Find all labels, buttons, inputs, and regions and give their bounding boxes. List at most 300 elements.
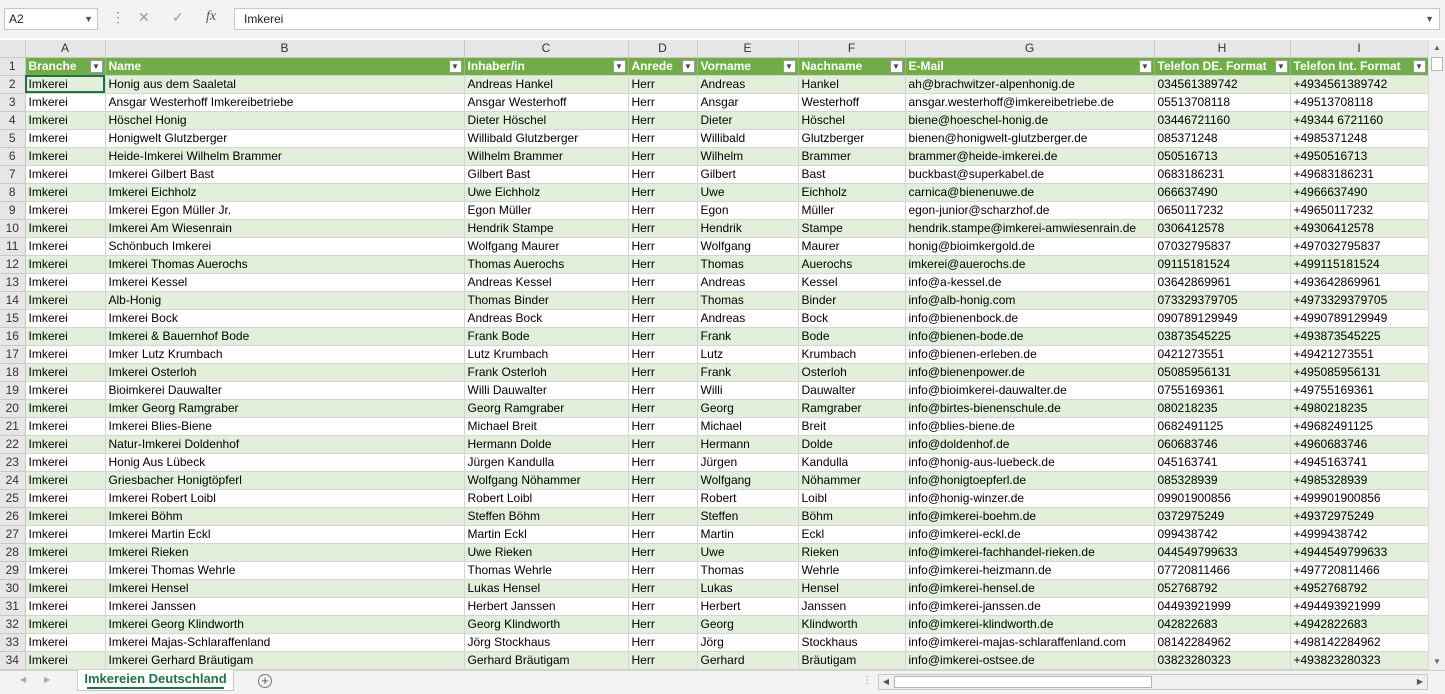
cell[interactable]: 045163741 [1154, 453, 1290, 471]
cell[interactable]: +4944549799633 [1290, 543, 1428, 561]
cell[interactable]: Wolfgang [697, 471, 798, 489]
cell[interactable]: Hankel [798, 75, 905, 93]
cell[interactable]: Imkerei [25, 453, 105, 471]
cell[interactable]: info@birtes-bienenschule.de [905, 399, 1154, 417]
cell[interactable]: Herr [628, 507, 697, 525]
cell[interactable]: Andreas [697, 75, 798, 93]
filter-dropdown-icon[interactable]: ▼ [449, 60, 462, 73]
cell[interactable]: 0755169361 [1154, 381, 1290, 399]
cell[interactable]: info@imkerei-klindworth.de [905, 615, 1154, 633]
cell[interactable]: Imkerei [25, 201, 105, 219]
cell[interactable]: Imkerei [25, 525, 105, 543]
filter-dropdown-icon[interactable]: ▼ [90, 60, 103, 73]
row-number[interactable]: 2 [0, 75, 25, 93]
cell[interactable]: Bock [798, 309, 905, 327]
cell[interactable]: 07720811466 [1154, 561, 1290, 579]
header-cell[interactable] [1154, 57, 1290, 75]
cell[interactable]: info@a-kessel.de [905, 273, 1154, 291]
cell[interactable]: +49306412578 [1290, 219, 1428, 237]
cell[interactable]: +4942822683 [1290, 615, 1428, 633]
insert-function-icon[interactable]: fx [206, 9, 217, 24]
cell[interactable]: 099438742 [1154, 525, 1290, 543]
cell[interactable]: Herr [628, 651, 697, 669]
column-header-c[interactable]: C [464, 40, 628, 57]
column-header-i[interactable]: I [1290, 40, 1428, 57]
cell[interactable]: Imkerei [25, 399, 105, 417]
column-header-a[interactable]: A [25, 40, 105, 57]
cell[interactable]: Martin [697, 525, 798, 543]
cell[interactable]: Andreas Kessel [464, 273, 628, 291]
cell[interactable]: Imkerei Hensel [105, 579, 464, 597]
cell[interactable]: +4985371248 [1290, 129, 1428, 147]
cell[interactable]: +4950516713 [1290, 147, 1428, 165]
cell[interactable]: Willi Dauwalter [464, 381, 628, 399]
header-cell[interactable] [464, 57, 628, 75]
cell[interactable]: brammer@heide-imkerei.de [905, 147, 1154, 165]
scroll-up-icon[interactable]: ▲ [1433, 43, 1441, 52]
cell[interactable]: Jörg [697, 633, 798, 651]
cell[interactable]: Dieter Höschel [464, 111, 628, 129]
cell[interactable]: +498142284962 [1290, 633, 1428, 651]
cell[interactable]: Hendrik [697, 219, 798, 237]
cell[interactable]: Maurer [798, 237, 905, 255]
filter-dropdown-icon[interactable]: ▼ [783, 60, 796, 73]
cell[interactable]: Herr [628, 309, 697, 327]
cell[interactable]: Imkerei [25, 381, 105, 399]
cell[interactable]: Herr [628, 435, 697, 453]
cell[interactable]: +4990789129949 [1290, 309, 1428, 327]
cell[interactable]: +493823280323 [1290, 651, 1428, 669]
cell[interactable]: Kandulla [798, 453, 905, 471]
cell[interactable]: info@doldenhof.de [905, 435, 1154, 453]
cell[interactable]: +4973329379705 [1290, 291, 1428, 309]
cell[interactable]: Heide-Imkerei Wilhelm Brammer [105, 147, 464, 165]
cell[interactable]: Höschel Honig [105, 111, 464, 129]
prev-sheet-icon[interactable]: ◀ [20, 675, 27, 684]
cell[interactable]: Herr [628, 255, 697, 273]
cell[interactable]: +4960683746 [1290, 435, 1428, 453]
cell[interactable]: Herr [628, 291, 697, 309]
cell[interactable]: Herr [628, 381, 697, 399]
cell[interactable]: Willibald Glutzberger [464, 129, 628, 147]
cell[interactable]: Robert Loibl [464, 489, 628, 507]
cell[interactable]: Ansgar Westerhoff [464, 93, 628, 111]
sheet-tab-imkereien-deutschland[interactable] [77, 670, 234, 691]
cell[interactable]: Imkerei [25, 291, 105, 309]
cell[interactable]: 034561389742 [1154, 75, 1290, 93]
cell[interactable]: Imkerei [25, 345, 105, 363]
row-number[interactable]: 18 [0, 363, 25, 381]
cell[interactable]: 050516713 [1154, 147, 1290, 165]
cell[interactable]: Herr [628, 525, 697, 543]
cell[interactable]: info@imkerei-eckl.de [905, 525, 1154, 543]
cell[interactable]: Michael Breit [464, 417, 628, 435]
cell[interactable]: 07032795837 [1154, 237, 1290, 255]
cell[interactable]: Bast [798, 165, 905, 183]
cell[interactable]: Klindworth [798, 615, 905, 633]
cell[interactable]: Jürgen [697, 453, 798, 471]
cell[interactable]: 03823280323 [1154, 651, 1290, 669]
cell[interactable]: Egon Müller [464, 201, 628, 219]
cell[interactable]: Breit [798, 417, 905, 435]
cell[interactable]: Imker Lutz Krumbach [105, 345, 464, 363]
vertical-scrollbar[interactable] [1428, 40, 1445, 670]
cell[interactable]: 044549799633 [1154, 543, 1290, 561]
row-number[interactable]: 5 [0, 129, 25, 147]
cell[interactable]: Herr [628, 579, 697, 597]
cell[interactable]: Imkerei [25, 543, 105, 561]
cell[interactable]: +49683186231 [1290, 165, 1428, 183]
cell[interactable]: Herr [628, 633, 697, 651]
cell[interactable]: Andreas [697, 273, 798, 291]
cell[interactable]: Wehrle [798, 561, 905, 579]
cell[interactable]: 0650117232 [1154, 201, 1290, 219]
cell[interactable]: 073329379705 [1154, 291, 1290, 309]
row-number[interactable]: 30 [0, 579, 25, 597]
scroll-left-icon[interactable]: ◀ [882, 677, 890, 686]
cell[interactable]: Lukas Hensel [464, 579, 628, 597]
cell[interactable]: +49650117232 [1290, 201, 1428, 219]
cell[interactable]: Herr [628, 237, 697, 255]
row-number[interactable]: 28 [0, 543, 25, 561]
formula-input[interactable] [234, 8, 1440, 30]
cell[interactable]: Andreas [697, 309, 798, 327]
cell[interactable]: info@alb-honig.com [905, 291, 1154, 309]
cell[interactable]: Herr [628, 597, 697, 615]
cell[interactable]: Georg Ramgraber [464, 399, 628, 417]
cell[interactable]: Imkerei [25, 255, 105, 273]
cell[interactable]: 066637490 [1154, 183, 1290, 201]
cell[interactable]: Westerhoff [798, 93, 905, 111]
cell[interactable]: info@bienenbock.de [905, 309, 1154, 327]
cell[interactable]: +4966637490 [1290, 183, 1428, 201]
cell[interactable]: Herr [628, 219, 697, 237]
cell[interactable]: Müller [798, 201, 905, 219]
cell[interactable]: Auerochs [798, 255, 905, 273]
cell[interactable]: 09901900856 [1154, 489, 1290, 507]
filter-dropdown-icon[interactable]: ▼ [1275, 60, 1288, 73]
cell[interactable]: Hermann [697, 435, 798, 453]
enter-icon[interactable]: ✓ [172, 9, 184, 25]
cell[interactable]: 052768792 [1154, 579, 1290, 597]
filter-dropdown-icon[interactable]: ▼ [1413, 60, 1426, 73]
cell[interactable]: Herr [628, 345, 697, 363]
cell[interactable]: Imkerei [25, 489, 105, 507]
select-all-corner[interactable] [0, 40, 25, 57]
cell[interactable]: Gerhard [697, 651, 798, 669]
cell[interactable]: Frank Osterloh [464, 363, 628, 381]
filter-dropdown-icon[interactable]: ▼ [890, 60, 903, 73]
cell[interactable]: Imkerei Böhm [105, 507, 464, 525]
row-number[interactable]: 3 [0, 93, 25, 111]
header-cell[interactable] [25, 57, 105, 75]
horizontal-scroll-thumb[interactable] [894, 676, 1152, 688]
cell[interactable]: +493642869961 [1290, 273, 1428, 291]
cell[interactable]: Imkerei [25, 183, 105, 201]
cell[interactable]: info@imkerei-majas-schlaraffenland.com [905, 633, 1154, 651]
scroll-down-icon[interactable]: ▼ [1433, 657, 1441, 666]
cell[interactable]: Imkerei [25, 147, 105, 165]
cell[interactable]: Imkerei [25, 633, 105, 651]
cell[interactable]: Georg Klindworth [464, 615, 628, 633]
cell[interactable]: Herr [628, 129, 697, 147]
cell[interactable]: +49372975249 [1290, 507, 1428, 525]
tab-split-handle-icon[interactable]: ⋮ [862, 675, 873, 686]
cell[interactable]: Hendrik Stampe [464, 219, 628, 237]
cell[interactable]: Imkerei [25, 579, 105, 597]
cell[interactable]: Uwe [697, 543, 798, 561]
column-header-b[interactable]: B [105, 40, 464, 57]
cell[interactable]: Imkerei Robert Loibl [105, 489, 464, 507]
header-cell[interactable] [697, 57, 798, 75]
cell[interactable]: Imkerei [25, 219, 105, 237]
cell[interactable]: Dauwalter [798, 381, 905, 399]
cell[interactable]: Brammer [798, 147, 905, 165]
cell[interactable]: Griesbacher Honigtöpferl [105, 471, 464, 489]
row-number[interactable]: 4 [0, 111, 25, 129]
cell[interactable]: Imkerei [25, 75, 105, 93]
cell[interactable]: Herr [628, 543, 697, 561]
cell[interactable]: Imkerei [25, 93, 105, 111]
cell[interactable]: Gilbert Bast [464, 165, 628, 183]
row-number[interactable]: 23 [0, 453, 25, 471]
cell[interactable]: Imkerei [25, 471, 105, 489]
cell[interactable]: Imkerei [25, 165, 105, 183]
drag-handle-icon[interactable]: ⋮ [111, 9, 124, 25]
row-number[interactable]: 10 [0, 219, 25, 237]
cell[interactable]: Martin Eckl [464, 525, 628, 543]
cell[interactable]: Binder [798, 291, 905, 309]
cell[interactable]: Uwe Eichholz [464, 183, 628, 201]
cell[interactable]: 04493921999 [1154, 597, 1290, 615]
cell[interactable]: Frank Bode [464, 327, 628, 345]
cell[interactable]: +49682491125 [1290, 417, 1428, 435]
cell[interactable]: info@imkerei-janssen.de [905, 597, 1154, 615]
cell[interactable]: Imkerei [25, 507, 105, 525]
row-number[interactable]: 19 [0, 381, 25, 399]
cell[interactable]: Imkerei Martin Eckl [105, 525, 464, 543]
cell[interactable]: Herbert Janssen [464, 597, 628, 615]
cell[interactable]: Uwe Rieken [464, 543, 628, 561]
cell[interactable]: Dolde [798, 435, 905, 453]
cell[interactable]: Wilhelm [697, 147, 798, 165]
cell[interactable]: imkerei@auerochs.de [905, 255, 1154, 273]
cell[interactable]: +49755169361 [1290, 381, 1428, 399]
cell[interactable]: 05085956131 [1154, 363, 1290, 381]
cell[interactable]: 0683186231 [1154, 165, 1290, 183]
cell[interactable]: +49344 6721160 [1290, 111, 1428, 129]
next-sheet-icon[interactable]: ▶ [44, 675, 51, 684]
cell[interactable]: Wilhelm Brammer [464, 147, 628, 165]
column-header-f[interactable]: F [798, 40, 905, 57]
cell[interactable]: Herr [628, 93, 697, 111]
cell[interactable]: Michael [697, 417, 798, 435]
row-number[interactable]: 12 [0, 255, 25, 273]
cell[interactable]: 03642869961 [1154, 273, 1290, 291]
cell[interactable]: Ansgar Westerhoff Imkereibetriebe [105, 93, 464, 111]
cell[interactable]: info@imkerei-hensel.de [905, 579, 1154, 597]
cell[interactable]: 080218235 [1154, 399, 1290, 417]
cell[interactable]: buckbast@superkabel.de [905, 165, 1154, 183]
cell[interactable]: +497032795837 [1290, 237, 1428, 255]
cell[interactable]: Imkerei Osterloh [105, 363, 464, 381]
cell[interactable]: 042822683 [1154, 615, 1290, 633]
cell[interactable]: Wolfgang Nöhammer [464, 471, 628, 489]
cell[interactable]: Ramgraber [798, 399, 905, 417]
cell[interactable]: Herr [628, 489, 697, 507]
cell[interactable]: Steffen Böhm [464, 507, 628, 525]
row-number[interactable]: 11 [0, 237, 25, 255]
cell[interactable]: Ansgar [697, 93, 798, 111]
cell[interactable]: info@honig-winzer.de [905, 489, 1154, 507]
row-number[interactable]: 33 [0, 633, 25, 651]
row-number[interactable]: 31 [0, 597, 25, 615]
cell[interactable]: +49513708118 [1290, 93, 1428, 111]
cell[interactable]: egon-junior@scharzhof.de [905, 201, 1154, 219]
row-number[interactable]: 15 [0, 309, 25, 327]
cell[interactable]: Stockhaus [798, 633, 905, 651]
header-cell[interactable] [105, 57, 464, 75]
cell[interactable]: Böhm [798, 507, 905, 525]
cell[interactable]: Imkerei Gerhard Bräutigam [105, 651, 464, 669]
row-number[interactable]: 20 [0, 399, 25, 417]
chevron-down-icon[interactable]: ▼ [84, 14, 93, 24]
row-number[interactable]: 9 [0, 201, 25, 219]
cell[interactable]: Dieter [697, 111, 798, 129]
column-header-d[interactable]: D [628, 40, 697, 57]
cell[interactable]: 0306412578 [1154, 219, 1290, 237]
cell[interactable]: Imkerei [25, 615, 105, 633]
row-number[interactable]: 25 [0, 489, 25, 507]
filter-dropdown-icon[interactable]: ▼ [613, 60, 626, 73]
cell[interactable]: +4945163741 [1290, 453, 1428, 471]
cell[interactable]: biene@hoeschel-honig.de [905, 111, 1154, 129]
cell[interactable]: Imkerei [25, 363, 105, 381]
cell[interactable]: +4934561389742 [1290, 75, 1428, 93]
cell[interactable]: +49421273551 [1290, 345, 1428, 363]
cell[interactable]: 0372975249 [1154, 507, 1290, 525]
row-number[interactable]: 13 [0, 273, 25, 291]
cell[interactable]: info@imkerei-boehm.de [905, 507, 1154, 525]
column-header-h[interactable]: H [1154, 40, 1290, 57]
row-number[interactable]: 34 [0, 651, 25, 669]
cell[interactable]: Herbert [697, 597, 798, 615]
cell[interactable]: Imkerei Eichholz [105, 183, 464, 201]
cell[interactable]: Andreas Hankel [464, 75, 628, 93]
cell[interactable]: Imkerei Thomas Wehrle [105, 561, 464, 579]
scroll-right-icon[interactable]: ▶ [1416, 677, 1424, 686]
cell[interactable]: Eckl [798, 525, 905, 543]
cell[interactable]: Natur-Imkerei Doldenhof [105, 435, 464, 453]
cell[interactable]: Loibl [798, 489, 905, 507]
cell[interactable]: Thomas Wehrle [464, 561, 628, 579]
cell[interactable]: 0421273551 [1154, 345, 1290, 363]
cell[interactable]: Georg [697, 615, 798, 633]
cell[interactable]: Andreas Bock [464, 309, 628, 327]
cell[interactable]: Herr [628, 273, 697, 291]
cell[interactable]: ansgar.westerhoff@imkereibetriebe.de [905, 93, 1154, 111]
cell[interactable]: Jürgen Kandulla [464, 453, 628, 471]
row-number[interactable]: 14 [0, 291, 25, 309]
cell[interactable]: Honig Aus Lübeck [105, 453, 464, 471]
cell[interactable]: info@bioimkerei-dauwalter.de [905, 381, 1154, 399]
cell[interactable]: ah@brachwitzer-alpenhonig.de [905, 75, 1154, 93]
cell[interactable]: Imkerei Thomas Auerochs [105, 255, 464, 273]
cell[interactable]: info@blies-biene.de [905, 417, 1154, 435]
cell[interactable]: Nöhammer [798, 471, 905, 489]
cell[interactable]: Herr [628, 327, 697, 345]
cell[interactable]: Frank [697, 327, 798, 345]
cell[interactable]: 085328939 [1154, 471, 1290, 489]
cell[interactable]: Herr [628, 453, 697, 471]
cell[interactable]: Wolfgang Maurer [464, 237, 628, 255]
row-number[interactable]: 29 [0, 561, 25, 579]
row-number[interactable]: 26 [0, 507, 25, 525]
cell[interactable]: 085371248 [1154, 129, 1290, 147]
cell[interactable]: Imkerei [25, 309, 105, 327]
filter-dropdown-icon[interactable]: ▼ [682, 60, 695, 73]
cell[interactable]: Thomas [697, 291, 798, 309]
cell[interactable]: Thomas [697, 561, 798, 579]
row-number[interactable]: 7 [0, 165, 25, 183]
cell[interactable]: Herr [628, 561, 697, 579]
cell[interactable]: Imkerei [25, 597, 105, 615]
cell[interactable]: Imkerei [25, 273, 105, 291]
cell[interactable]: Lukas [697, 579, 798, 597]
cell[interactable]: +499901900856 [1290, 489, 1428, 507]
cell[interactable]: 03446721160 [1154, 111, 1290, 129]
row-number[interactable]: 32 [0, 615, 25, 633]
cell[interactable]: Glutzberger [798, 129, 905, 147]
cell[interactable]: +495085956131 [1290, 363, 1428, 381]
cell[interactable]: Imkerei Majas-Schlaraffenland [105, 633, 464, 651]
row-number[interactable]: 21 [0, 417, 25, 435]
cell[interactable]: Imkerei Egon Müller Jr. [105, 201, 464, 219]
row-number[interactable]: 17 [0, 345, 25, 363]
horizontal-scrollbar[interactable] [878, 674, 1428, 690]
cell[interactable]: +493873545225 [1290, 327, 1428, 345]
cell[interactable]: Lutz Krumbach [464, 345, 628, 363]
filter-dropdown-icon[interactable]: ▼ [1139, 60, 1152, 73]
cell[interactable]: Rieken [798, 543, 905, 561]
cell[interactable]: Imkerei [25, 327, 105, 345]
cell[interactable]: 060683746 [1154, 435, 1290, 453]
header-cell[interactable] [1290, 57, 1428, 75]
cell[interactable]: Gilbert [697, 165, 798, 183]
cell[interactable]: Imker Georg Ramgraber [105, 399, 464, 417]
cell[interactable]: Herr [628, 201, 697, 219]
cell[interactable]: Hensel [798, 579, 905, 597]
cell[interactable]: Herr [628, 111, 697, 129]
cell[interactable]: Honig aus dem Saaletal [105, 75, 464, 93]
cell[interactable]: Imkerei [25, 129, 105, 147]
cell[interactable]: Thomas [697, 255, 798, 273]
cell[interactable]: 08142284962 [1154, 633, 1290, 651]
cell[interactable]: Frank [697, 363, 798, 381]
add-sheet-icon[interactable]: + [258, 674, 272, 688]
cell[interactable]: Imkerei [25, 435, 105, 453]
cell[interactable]: Georg [697, 399, 798, 417]
cell[interactable]: Thomas Auerochs [464, 255, 628, 273]
cell[interactable]: Robert [697, 489, 798, 507]
name-box[interactable] [4, 8, 98, 30]
cell[interactable]: Herr [628, 147, 697, 165]
cell[interactable]: +4980218235 [1290, 399, 1428, 417]
cell[interactable]: Imkerei Georg Klindworth [105, 615, 464, 633]
cell[interactable]: Herr [628, 471, 697, 489]
row-number[interactable]: 16 [0, 327, 25, 345]
cell[interactable]: Egon [697, 201, 798, 219]
